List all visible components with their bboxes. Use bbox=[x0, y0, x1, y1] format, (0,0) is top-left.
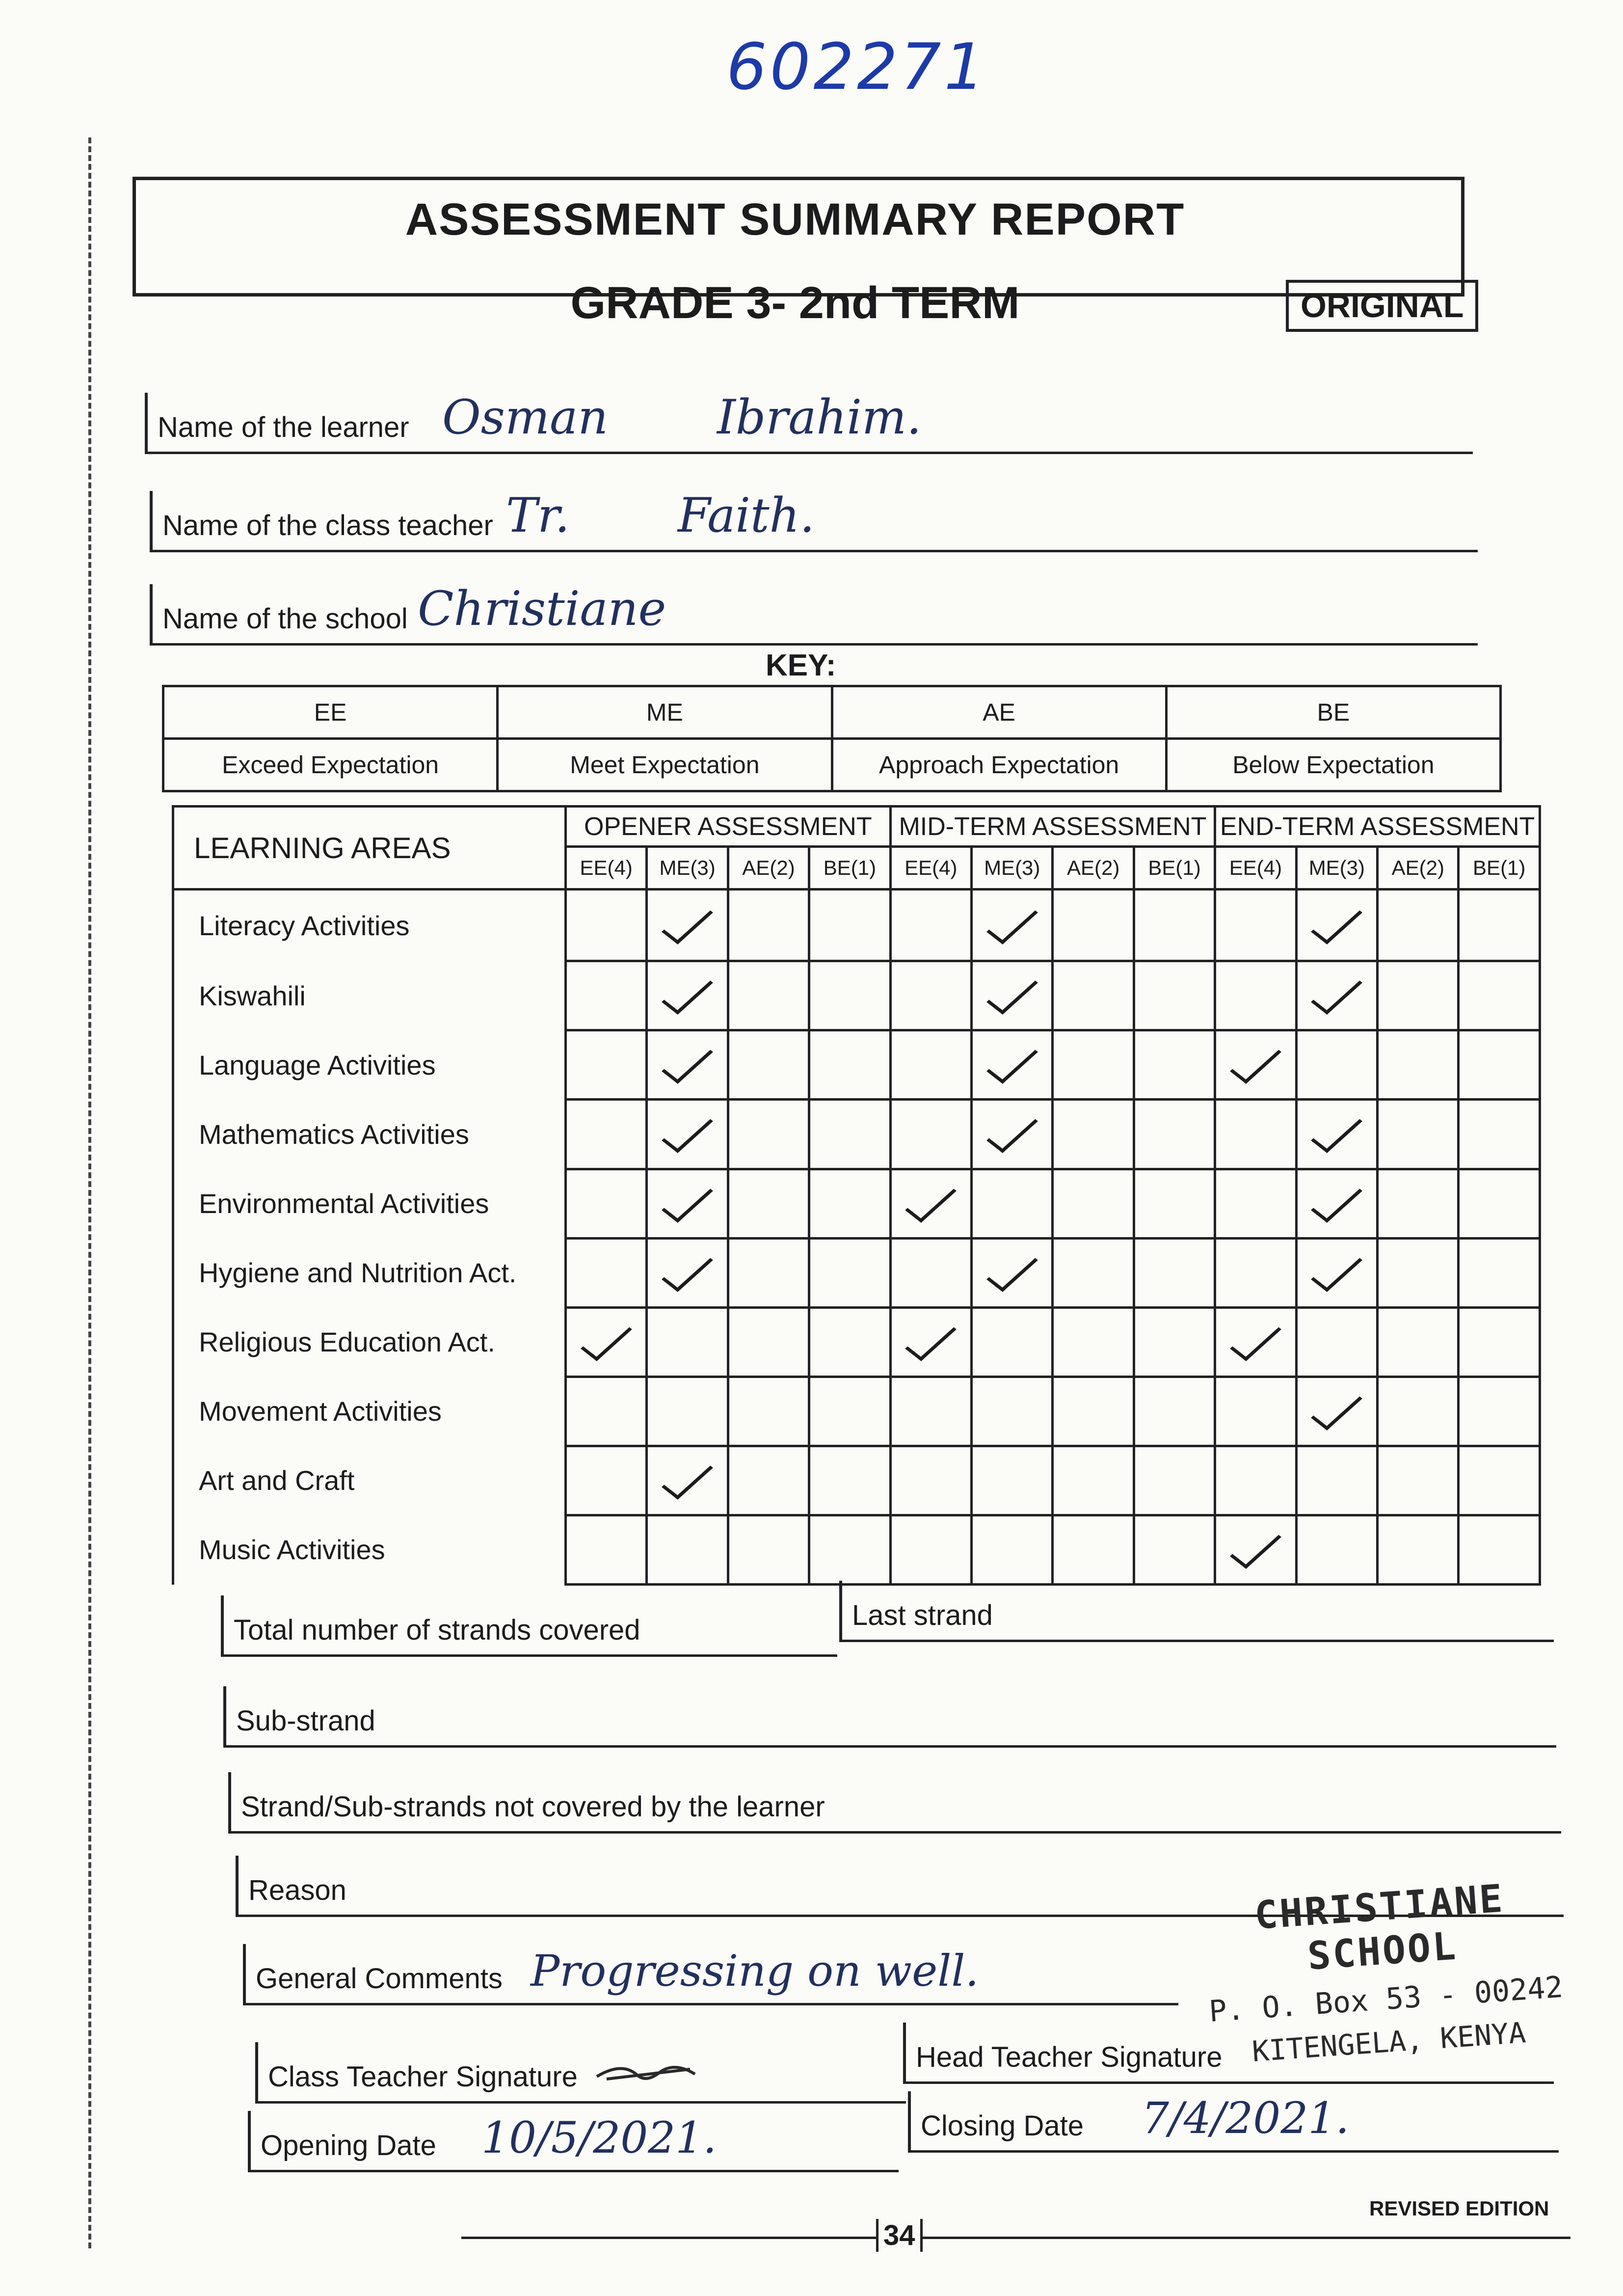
report-title: ASSESSMENT SUMMARY REPORT bbox=[405, 194, 1185, 244]
opening-date-label: Opening Date bbox=[261, 2130, 436, 2161]
head-teacher-signature-label: Head Teacher Signature bbox=[916, 2041, 1223, 2073]
check-mark-icon bbox=[986, 971, 1038, 1015]
check-mark-icon bbox=[905, 1317, 957, 1361]
opener-ee-cell[interactable] bbox=[566, 1515, 647, 1584]
endterm-level-be-header: BE(1) bbox=[1459, 847, 1540, 890]
serial-number: 602271 bbox=[726, 29, 988, 104]
midterm-me-cell[interactable] bbox=[972, 890, 1053, 961]
opener-be-cell[interactable] bbox=[809, 890, 890, 961]
key-meaning-ae: Approach Expectation bbox=[832, 739, 1166, 791]
key-code-ae: AE bbox=[832, 686, 1166, 739]
school-name: Christiane bbox=[418, 581, 666, 636]
midterm-assessment-header: MID-TERM ASSESSMENT bbox=[890, 807, 1215, 847]
midterm-be-cell[interactable] bbox=[1134, 1515, 1215, 1584]
not-covered-label: Strand/Sub-strands not covered by the learner bbox=[241, 1791, 825, 1823]
opener-be-cell[interactable] bbox=[809, 961, 890, 1030]
school-name-label: Name of the school bbox=[162, 603, 408, 635]
opener-me-cell[interactable] bbox=[647, 1515, 728, 1584]
reason-label: Reason bbox=[248, 1874, 346, 1906]
endterm-be-cell[interactable] bbox=[1459, 1030, 1540, 1100]
check-mark-icon bbox=[1311, 971, 1362, 1015]
midterm-ae-cell[interactable] bbox=[1053, 1238, 1134, 1307]
last-strand-field bbox=[839, 1581, 1554, 1642]
substrand-field bbox=[223, 1686, 1556, 1748]
midterm-me-cell[interactable] bbox=[972, 1169, 1053, 1238]
endterm-ee-cell[interactable] bbox=[1215, 1446, 1296, 1515]
midterm-level-me-header: ME(3) bbox=[972, 847, 1053, 890]
key-meaning-me: Meet Expectation bbox=[498, 739, 832, 791]
endterm-ae-cell[interactable] bbox=[1378, 890, 1459, 961]
midterm-ee-cell[interactable] bbox=[890, 1238, 971, 1307]
stamp-school-name: CHRISTIANE SCHOOL bbox=[1253, 1876, 1506, 1979]
table-row bbox=[173, 961, 1540, 1030]
midterm-ee-cell[interactable] bbox=[890, 1307, 971, 1377]
midterm-ae-cell[interactable] bbox=[1053, 1307, 1134, 1377]
key-code-ee: EE bbox=[163, 686, 498, 739]
endterm-level-me-header: ME(3) bbox=[1296, 847, 1377, 890]
endterm-be-cell[interactable] bbox=[1459, 890, 1540, 961]
table-row bbox=[173, 1377, 1540, 1446]
opener-me-cell[interactable] bbox=[647, 961, 728, 1030]
original-label: ORIGINAL bbox=[1286, 280, 1478, 332]
key-code-be: BE bbox=[1166, 686, 1500, 739]
endterm-assessment-header: END-TERM ASSESSMENT bbox=[1215, 807, 1540, 847]
endterm-me-cell[interactable] bbox=[1296, 961, 1377, 1030]
check-mark-icon bbox=[662, 1178, 713, 1223]
check-mark-icon bbox=[986, 1247, 1038, 1292]
opening-date-value: 10/5/2021. bbox=[481, 2112, 717, 2163]
opener-ee-cell[interactable] bbox=[566, 1169, 647, 1238]
midterm-be-cell[interactable] bbox=[1134, 1377, 1215, 1446]
opener-me-cell[interactable] bbox=[647, 1100, 728, 1169]
closing-date-label: Closing Date bbox=[921, 2110, 1084, 2142]
opener-ae-cell[interactable] bbox=[728, 1238, 809, 1307]
key-code-me: ME bbox=[498, 686, 832, 739]
opener-ae-cell[interactable] bbox=[728, 1100, 809, 1169]
endterm-me-cell[interactable] bbox=[1296, 1100, 1377, 1169]
check-mark-icon bbox=[662, 1040, 713, 1084]
endterm-ee-cell[interactable] bbox=[1215, 1377, 1296, 1446]
opener-me-cell[interactable] bbox=[647, 1238, 728, 1307]
check-mark-icon bbox=[662, 1247, 713, 1292]
key-meaning-be: Below Expectation bbox=[1166, 739, 1500, 791]
class-teacher-signature-mark bbox=[592, 2057, 705, 2091]
strands-covered-field bbox=[221, 1595, 837, 1657]
midterm-me-cell[interactable] bbox=[972, 1515, 1053, 1584]
endterm-me-cell[interactable] bbox=[1296, 1030, 1377, 1100]
teacher-title: Tr. bbox=[506, 488, 570, 543]
midterm-ae-cell[interactable] bbox=[1053, 961, 1134, 1030]
assessment-table bbox=[172, 805, 1541, 1586]
opener-me-cell[interactable] bbox=[647, 1030, 728, 1100]
endterm-ae-cell[interactable] bbox=[1378, 1307, 1459, 1377]
endterm-ae-cell[interactable] bbox=[1378, 1377, 1459, 1446]
check-mark-icon bbox=[1230, 1040, 1281, 1084]
midterm-be-cell[interactable] bbox=[1134, 1307, 1215, 1377]
check-mark-icon bbox=[662, 971, 713, 1015]
midterm-be-cell[interactable] bbox=[1134, 961, 1215, 1030]
general-comments-label: General Comments bbox=[256, 1963, 503, 1995]
closing-date-value: 7/4/2021. bbox=[1142, 2093, 1350, 2143]
endterm-ee-cell[interactable] bbox=[1215, 1030, 1296, 1100]
opener-be-cell[interactable] bbox=[809, 1100, 890, 1169]
opener-ee-cell[interactable] bbox=[566, 1238, 647, 1307]
opener-level-ee-header: EE(4) bbox=[566, 847, 647, 890]
endterm-ae-cell[interactable] bbox=[1378, 1100, 1459, 1169]
table-row bbox=[173, 1100, 1540, 1169]
endterm-me-cell[interactable] bbox=[1296, 1377, 1377, 1446]
endterm-level-ae-header: AE(2) bbox=[1378, 847, 1459, 890]
endterm-ee-cell[interactable] bbox=[1215, 1100, 1296, 1169]
opener-ae-cell[interactable] bbox=[728, 890, 809, 961]
midterm-level-ae-header: AE(2) bbox=[1053, 847, 1134, 890]
midterm-ee-cell[interactable] bbox=[890, 1100, 971, 1169]
midterm-be-cell[interactable] bbox=[1134, 1446, 1215, 1515]
learning-area-label: Hygiene and Nutrition Act. bbox=[173, 1238, 566, 1307]
learning-area-label: Literacy Activities bbox=[173, 890, 566, 961]
opener-me-cell[interactable] bbox=[647, 1377, 728, 1446]
class-teacher-signature-label: Class Teacher Signature bbox=[268, 2061, 578, 2093]
endterm-be-cell[interactable] bbox=[1459, 1169, 1540, 1238]
midterm-be-cell[interactable] bbox=[1134, 1030, 1215, 1100]
opener-be-cell[interactable] bbox=[809, 1238, 890, 1307]
endterm-ee-cell[interactable] bbox=[1215, 1238, 1296, 1307]
opener-level-be-header: BE(1) bbox=[809, 847, 890, 890]
learning-area-label: Art and Craft bbox=[173, 1446, 566, 1515]
teacher-name-field bbox=[150, 488, 1478, 552]
check-mark-icon bbox=[1311, 1178, 1362, 1223]
opener-be-cell[interactable] bbox=[809, 1169, 890, 1238]
learner-name-label: Name of the learner bbox=[158, 411, 409, 443]
footer-line bbox=[461, 2237, 1570, 2239]
midterm-level-ee-header: EE(4) bbox=[890, 847, 971, 890]
table-row bbox=[173, 1446, 1540, 1515]
learner-last-name: Ibrahim. bbox=[717, 390, 922, 445]
table-row bbox=[173, 1515, 1540, 1584]
midterm-level-be-header: BE(1) bbox=[1134, 847, 1215, 890]
check-mark-icon bbox=[1311, 1386, 1362, 1431]
endterm-ee-cell[interactable] bbox=[1215, 1169, 1296, 1238]
midterm-me-cell[interactable] bbox=[972, 1030, 1053, 1100]
opener-level-me-header: ME(3) bbox=[647, 847, 728, 890]
check-mark-icon bbox=[662, 1455, 713, 1500]
midterm-me-cell[interactable] bbox=[972, 1377, 1053, 1446]
check-mark-icon bbox=[1311, 900, 1362, 945]
endterm-level-ee-header: EE(4) bbox=[1215, 847, 1296, 890]
midterm-me-cell[interactable] bbox=[972, 961, 1053, 1030]
midterm-ae-cell[interactable] bbox=[1053, 1377, 1134, 1446]
check-mark-icon bbox=[1230, 1317, 1281, 1361]
opener-me-cell[interactable] bbox=[647, 1169, 728, 1238]
learning-area-label: Mathematics Activities bbox=[173, 1100, 566, 1169]
midterm-be-cell[interactable] bbox=[1134, 1169, 1215, 1238]
opener-ae-cell[interactable] bbox=[728, 1030, 809, 1100]
check-mark-icon bbox=[662, 1109, 713, 1154]
learning-area-label: Music Activities bbox=[173, 1515, 566, 1584]
opener-ee-cell[interactable] bbox=[566, 890, 647, 961]
endterm-me-cell[interactable] bbox=[1296, 1446, 1377, 1515]
midterm-ee-cell[interactable] bbox=[890, 1030, 971, 1100]
opener-level-ae-header: AE(2) bbox=[728, 847, 809, 890]
opening-date-field bbox=[248, 2111, 899, 2172]
opener-ae-cell[interactable] bbox=[728, 1169, 809, 1238]
check-mark-icon bbox=[1230, 1524, 1281, 1569]
learning-areas-header: LEARNING AREAS bbox=[173, 807, 566, 890]
general-comments-value: Progressing on well. bbox=[531, 1945, 979, 1996]
endterm-ae-cell[interactable] bbox=[1378, 1030, 1459, 1100]
endterm-ee-cell[interactable] bbox=[1215, 1307, 1296, 1377]
table-row bbox=[173, 1030, 1540, 1100]
endterm-ae-cell[interactable] bbox=[1378, 1446, 1459, 1515]
key-meaning-ee: Exceed Expectation bbox=[163, 739, 498, 791]
midterm-me-cell[interactable] bbox=[972, 1238, 1053, 1307]
endterm-be-cell[interactable] bbox=[1459, 1377, 1540, 1446]
midterm-ee-cell[interactable] bbox=[890, 1515, 971, 1584]
opener-ee-cell[interactable] bbox=[566, 1377, 647, 1446]
opener-be-cell[interactable] bbox=[809, 1515, 890, 1584]
opener-me-cell[interactable] bbox=[647, 1307, 728, 1377]
revised-edition: REVISED EDITION bbox=[1369, 2197, 1549, 2220]
endterm-ae-cell[interactable] bbox=[1378, 1238, 1459, 1307]
midterm-ae-cell[interactable] bbox=[1053, 1100, 1134, 1169]
opener-be-cell[interactable] bbox=[809, 1030, 890, 1100]
endterm-me-cell[interactable] bbox=[1296, 1238, 1377, 1307]
endterm-be-cell[interactable] bbox=[1459, 1238, 1540, 1307]
check-mark-icon bbox=[986, 1040, 1038, 1084]
table-row bbox=[173, 1169, 1540, 1238]
opener-ee-cell[interactable] bbox=[566, 1030, 647, 1100]
midterm-ae-cell[interactable] bbox=[1053, 1515, 1134, 1584]
school-name-field bbox=[150, 581, 1478, 646]
table-row bbox=[173, 1307, 1540, 1377]
midterm-ee-cell[interactable] bbox=[890, 1377, 971, 1446]
school-stamp bbox=[1187, 1872, 1581, 2072]
endterm-ee-cell[interactable] bbox=[1215, 890, 1296, 961]
midterm-ee-cell[interactable] bbox=[890, 1446, 971, 1515]
check-mark-icon bbox=[662, 900, 713, 945]
check-mark-icon bbox=[1311, 1109, 1362, 1154]
learning-area-label: Language Activities bbox=[173, 1030, 566, 1100]
substrand-label: Sub-strand bbox=[236, 1705, 375, 1737]
endterm-me-cell[interactable] bbox=[1296, 1515, 1377, 1584]
learning-area-label: Movement Activities bbox=[173, 1377, 566, 1446]
midterm-ee-cell[interactable] bbox=[890, 890, 971, 961]
midterm-ee-cell[interactable] bbox=[890, 961, 971, 1030]
opener-me-cell[interactable] bbox=[647, 1446, 728, 1515]
opener-ee-cell[interactable] bbox=[566, 961, 647, 1030]
check-mark-icon bbox=[581, 1317, 632, 1361]
opener-be-cell[interactable] bbox=[809, 1377, 890, 1446]
endterm-be-cell[interactable] bbox=[1459, 1307, 1540, 1377]
endterm-ee-cell[interactable] bbox=[1215, 1515, 1296, 1584]
class-teacher-signature-field bbox=[255, 2042, 906, 2104]
last-strand-label: Last strand bbox=[852, 1599, 993, 1631]
page-number: 34 bbox=[876, 2219, 923, 2252]
learning-area-label: Environmental Activities bbox=[173, 1169, 566, 1238]
midterm-ae-cell[interactable] bbox=[1053, 1030, 1134, 1100]
midterm-me-cell[interactable] bbox=[972, 1307, 1053, 1377]
midterm-be-cell[interactable] bbox=[1134, 1100, 1215, 1169]
key-table bbox=[162, 685, 1502, 792]
opener-ae-cell[interactable] bbox=[728, 1515, 809, 1584]
endterm-ae-cell[interactable] bbox=[1378, 1169, 1459, 1238]
midterm-ee-cell[interactable] bbox=[890, 1169, 971, 1238]
midterm-be-cell[interactable] bbox=[1134, 1238, 1215, 1307]
midterm-ae-cell[interactable] bbox=[1053, 1169, 1134, 1238]
check-mark-icon bbox=[905, 1178, 957, 1223]
opener-me-cell[interactable] bbox=[647, 890, 728, 961]
table-row bbox=[173, 890, 1540, 961]
learning-area-label: Kiswahili bbox=[173, 961, 566, 1030]
endterm-ae-cell[interactable] bbox=[1378, 961, 1459, 1030]
report-subtitle: GRADE 3- 2nd TERM bbox=[570, 278, 1020, 328]
endterm-ee-cell[interactable] bbox=[1215, 961, 1296, 1030]
opener-ee-cell[interactable] bbox=[566, 1446, 647, 1515]
opener-ae-cell[interactable] bbox=[728, 961, 809, 1030]
endterm-be-cell[interactable] bbox=[1459, 1515, 1540, 1584]
opener-assessment-header: OPENER ASSESSMENT bbox=[566, 807, 891, 847]
endterm-me-cell[interactable] bbox=[1296, 890, 1377, 961]
midterm-ae-cell[interactable] bbox=[1053, 1446, 1134, 1515]
opener-ae-cell[interactable] bbox=[728, 1307, 809, 1377]
endterm-be-cell[interactable] bbox=[1459, 961, 1540, 1030]
closing-date-field bbox=[908, 2091, 1559, 2153]
opener-be-cell[interactable] bbox=[809, 1446, 890, 1515]
teacher-name-label: Name of the class teacher bbox=[162, 510, 493, 541]
teacher-name: Faith. bbox=[678, 488, 815, 543]
endterm-me-cell[interactable] bbox=[1296, 1169, 1377, 1238]
table-row bbox=[173, 1238, 1540, 1307]
key-title: KEY: bbox=[766, 648, 836, 682]
learner-name-field bbox=[145, 390, 1473, 454]
learning-area-label: Religious Education Act. bbox=[173, 1307, 566, 1377]
opener-ee-cell[interactable] bbox=[566, 1100, 647, 1169]
stamp-address: P. O. Box 53 - 00242 bbox=[1208, 1970, 1564, 2029]
opener-ee-cell[interactable] bbox=[566, 1307, 647, 1377]
dashed-margin bbox=[88, 137, 91, 2248]
endterm-be-cell[interactable] bbox=[1459, 1446, 1540, 1515]
endterm-ae-cell[interactable] bbox=[1378, 1515, 1459, 1584]
opener-be-cell[interactable] bbox=[809, 1307, 890, 1377]
learner-first-name: Osman bbox=[442, 390, 609, 445]
not-covered-field bbox=[228, 1772, 1561, 1834]
midterm-me-cell[interactable] bbox=[972, 1100, 1053, 1169]
midterm-be-cell[interactable] bbox=[1134, 890, 1215, 961]
opener-ae-cell[interactable] bbox=[728, 1446, 809, 1515]
stamp-location: KITENGELA, KENYA bbox=[1251, 2016, 1527, 2069]
check-mark-icon bbox=[986, 900, 1038, 945]
midterm-me-cell[interactable] bbox=[972, 1446, 1053, 1515]
strands-covered-label: Total number of strands covered bbox=[234, 1614, 640, 1646]
check-mark-icon bbox=[986, 1109, 1038, 1154]
midterm-ae-cell[interactable] bbox=[1053, 890, 1134, 961]
endterm-be-cell[interactable] bbox=[1459, 1100, 1540, 1169]
endterm-me-cell[interactable] bbox=[1296, 1307, 1377, 1377]
check-mark-icon bbox=[1311, 1247, 1362, 1292]
opener-ae-cell[interactable] bbox=[728, 1377, 809, 1446]
general-comments-field bbox=[243, 1944, 1178, 2005]
